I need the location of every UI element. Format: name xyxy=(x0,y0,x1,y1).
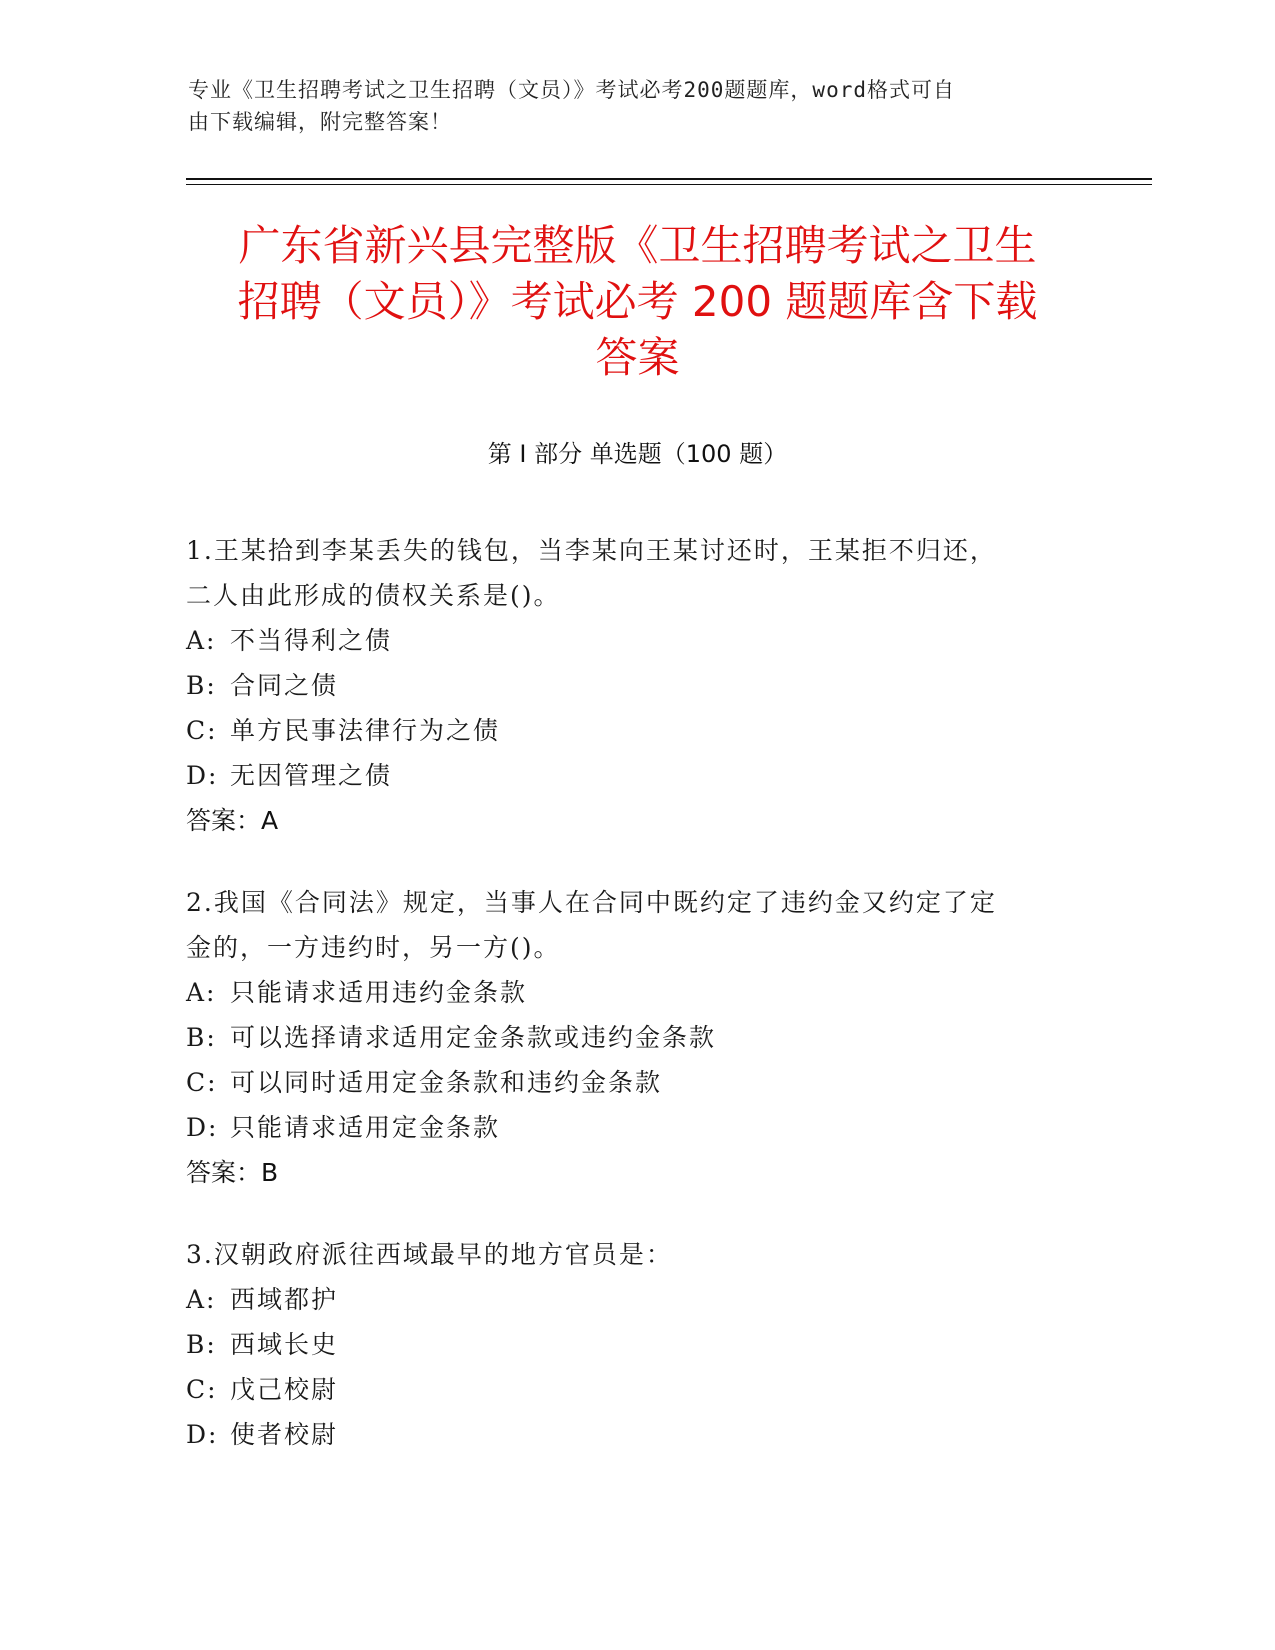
title-line: 广东省新兴县完整版《卫生招聘考试之卫生 xyxy=(238,221,1037,270)
option-d xyxy=(186,1412,1066,1457)
question-stem: 3.汉朝政府派往西域最早的地方官员是： xyxy=(186,1240,673,1269)
option-letter: A: xyxy=(186,1285,217,1314)
option-text: 不当得利之债 xyxy=(230,626,393,655)
option-letter: D: xyxy=(186,1113,219,1142)
option-letter: D: xyxy=(186,1420,219,1449)
question-stem: 金的，一方违约时，另一方()。 xyxy=(186,933,561,962)
question-stem: 二人由此形成的债权关系是()。 xyxy=(186,581,561,610)
header-note-line: 由下载编辑，附完整答案！ xyxy=(188,110,452,134)
option-text: 西域长史 xyxy=(230,1330,339,1359)
title-line: 答案 xyxy=(595,333,680,382)
option-text: 单方民事法律行为之债 xyxy=(230,716,501,745)
option-text: 可以选择请求适用定金条款或违约金条款 xyxy=(230,1023,717,1052)
question-stem: 2.我国《合同法》规定，当事人在合同中既约定了违约金又约定了定 xyxy=(186,888,997,917)
question-list xyxy=(186,528,1066,1493)
question-1 xyxy=(186,528,1066,844)
option-b xyxy=(186,1015,1066,1060)
header-note-line: 专业《卫生招聘考试之卫生招聘（文员）》考试必考200题题库，word格式可自 xyxy=(188,78,955,102)
option-c xyxy=(186,1060,1066,1105)
option-c xyxy=(186,1367,1066,1412)
header-note xyxy=(188,74,1068,138)
option-text: 合同之债 xyxy=(230,671,339,700)
document-title xyxy=(160,218,1115,386)
option-b xyxy=(186,1322,1066,1367)
option-text: 西域都护 xyxy=(230,1285,339,1314)
option-c xyxy=(186,708,1066,753)
option-text: 只能请求适用定金条款 xyxy=(230,1113,501,1142)
option-text: 无因管理之债 xyxy=(230,761,393,790)
option-a xyxy=(186,618,1066,663)
option-letter: C: xyxy=(186,1375,218,1404)
header-rule-thick xyxy=(186,178,1152,180)
option-letter: B: xyxy=(186,671,217,700)
option-letter: B: xyxy=(186,1330,217,1359)
option-text: 可以同时适用定金条款和违约金条款 xyxy=(230,1068,663,1097)
question-2 xyxy=(186,880,1066,1196)
title-line: 招聘（文员）》考试必考 200 题题库含下载 xyxy=(237,277,1038,326)
option-letter: D: xyxy=(186,761,219,790)
answer-line: 答案：B xyxy=(186,1158,279,1187)
option-text: 使者校尉 xyxy=(230,1420,339,1449)
question-stem: 1.王某拾到李某丢失的钱包，当李某向王某讨还时，王某拒不归还， xyxy=(186,536,997,565)
option-text: 戊己校尉 xyxy=(230,1375,339,1404)
option-a xyxy=(186,970,1066,1015)
option-d xyxy=(186,1105,1066,1150)
answer-line: 答案：A xyxy=(186,806,279,835)
option-letter: A: xyxy=(186,978,217,1007)
option-d xyxy=(186,753,1066,798)
section-heading: 第 I 部分 单选题（100 题） xyxy=(487,440,788,468)
header-rule-thin xyxy=(186,184,1152,185)
option-letter: C: xyxy=(186,1068,218,1097)
option-letter: A: xyxy=(186,626,217,655)
option-b xyxy=(186,663,1066,708)
question-3 xyxy=(186,1232,1066,1457)
option-letter: C: xyxy=(186,716,218,745)
option-text: 只能请求适用违约金条款 xyxy=(230,978,528,1007)
option-a xyxy=(186,1277,1066,1322)
option-letter: B: xyxy=(186,1023,217,1052)
